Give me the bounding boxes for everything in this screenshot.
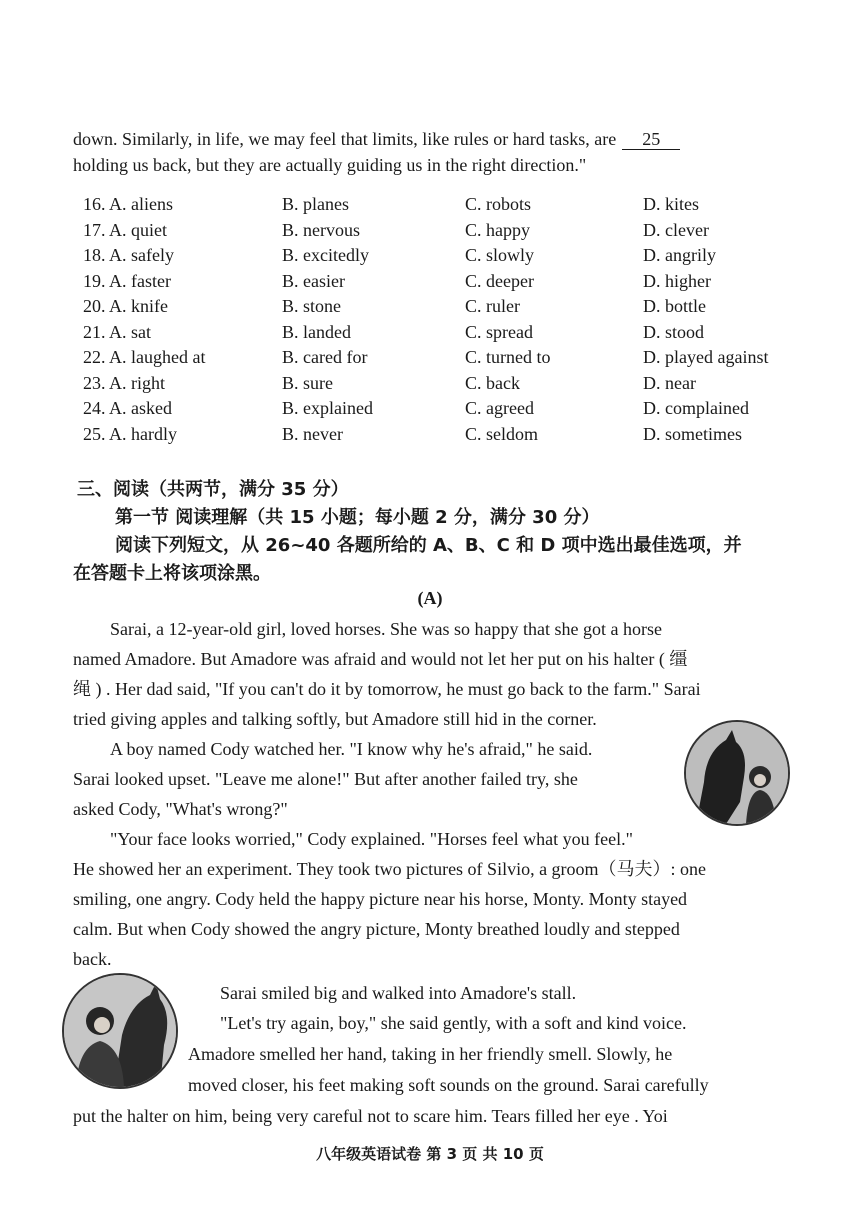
passage-line: back. xyxy=(73,949,112,969)
option-b: B. stone xyxy=(282,296,342,316)
option-c: C. turned to xyxy=(465,347,551,367)
option-b: B. nervous xyxy=(282,219,360,240)
passage-line: Amadore smelled her hand, taking in her friendly smell. Slowly, he xyxy=(188,1044,673,1064)
section-heading: 三、阅读（共两节，满分 35 分） xyxy=(77,479,349,500)
option-b: B. landed xyxy=(282,321,351,342)
option-d: D. bottle xyxy=(643,296,706,316)
option-c: C. slowly xyxy=(465,245,535,265)
girl-horse-illustration xyxy=(62,973,178,1089)
option-d: D. near xyxy=(643,372,696,393)
passage-line: "Your face looks worried," Cody explained. "Horses feel what you feel." xyxy=(110,829,633,849)
option-c: C. deeper xyxy=(465,270,534,291)
option-num: 24. A. asked xyxy=(83,398,172,418)
page-footer: 八年级英语试卷 第 3 页 共 10 页 xyxy=(316,1145,544,1163)
passage-line: moved closer, his feet making soft sounds on the ground. Sarai carefully xyxy=(188,1075,709,1095)
girl-horse-drawing xyxy=(64,975,176,1087)
passage-line: calm. But when Cody showed the angry picture, Monty breathed loudly and stepped xyxy=(73,919,680,939)
option-b: B. cared for xyxy=(282,347,368,367)
passage-line: named Amadore. But Amadore was afraid and would not let her put on his halter ( 缰 xyxy=(73,649,688,669)
option-b: B. never xyxy=(282,423,343,444)
option-num: 25. A. hardly xyxy=(83,423,177,444)
option-d: D. higher xyxy=(643,270,711,291)
option-d: D. played against xyxy=(643,347,769,367)
option-c: C. agreed xyxy=(465,398,534,418)
passage-line: Sarai looked upset. "Leave me alone!" But after another failed try, she xyxy=(73,769,578,789)
option-num: 22. A. laughed at xyxy=(83,347,206,367)
option-num: 23. A. right xyxy=(83,372,166,393)
horse-girl-drawing xyxy=(686,722,788,824)
option-c: C. seldom xyxy=(465,423,539,444)
option-c: C. back xyxy=(465,372,520,393)
intro-line-1 xyxy=(73,127,680,151)
instruction-line-1: 阅读下列短文，从 26~40 各题所给的 A、B、C 和 D 项中选出最佳选项，并 xyxy=(115,535,742,556)
passage-line: smiling, one angry. Cody held the happy picture near his horse, Monty. Monty stayed xyxy=(73,889,688,909)
option-d: D. sometimes xyxy=(643,423,742,444)
passage-line: Sarai smiled big and walked into Amadore's stall. xyxy=(220,983,577,1003)
passage-line: He showed her an experiment. They took two pictures of Silvio, a groom（马夫）: one xyxy=(73,859,707,879)
option-num: 18. A. safely xyxy=(83,245,174,265)
option-c: C. spread xyxy=(465,321,533,342)
horse-girl-illustration xyxy=(684,720,790,826)
passage-line: Sarai, a 12-year-old girl, loved horses. She was so happy that she got a horse xyxy=(110,619,663,639)
option-d: D. complained xyxy=(643,398,749,418)
passage-line: A boy named Cody watched her. "I know why he's afraid," he said. xyxy=(110,739,593,759)
passage-line: "Let's try again, boy," she said gently, with a soft and kind voice. xyxy=(220,1013,687,1033)
option-b: B. sure xyxy=(282,372,333,393)
instruction-line-2: 在答题卡上将该项涂黑。 xyxy=(73,563,271,584)
intro-line-2: holding us back, but they are actually guiding us in the right direction." xyxy=(73,155,587,175)
option-c: C. happy xyxy=(465,219,530,240)
option-c: C. robots xyxy=(465,194,532,214)
option-b: B. easier xyxy=(282,270,345,291)
passage-line: 绳 ) . Her dad said, "If you can't do it by tomorrow, he must go back to the farm." Sarai xyxy=(73,679,701,699)
option-b: B. planes xyxy=(282,194,349,214)
option-num: 20. A. knife xyxy=(83,296,168,316)
option-d: D. clever xyxy=(643,219,709,240)
option-num: 19. A. faster xyxy=(83,270,171,291)
passage-title: (A) xyxy=(417,588,443,608)
option-d: D. stood xyxy=(643,321,705,342)
option-d: D. kites xyxy=(643,194,699,214)
option-d: D. angrily xyxy=(643,245,716,265)
option-num: 17. A. quiet xyxy=(83,219,167,240)
option-num: 21. A. sat xyxy=(83,321,152,342)
option-c: C. ruler xyxy=(465,296,520,316)
intro-text-1: down. Similarly, in life, we may feel that limits, like rules or hard tasks, are xyxy=(73,129,617,149)
passage-line: tried giving apples and talking softly, but Amadore still hid in the corner. xyxy=(73,709,597,729)
option-b: B. explained xyxy=(282,398,373,418)
option-num: 16. A. aliens xyxy=(83,194,173,214)
passage-line: asked Cody, "What's wrong?" xyxy=(73,799,288,819)
section-subheading: 第一节 阅读理解（共 15 小题；每小题 2 分，满分 30 分） xyxy=(115,507,600,528)
passage-line: put the halter on him, being very careful not to scare him. Tears filled her eye . Yoi xyxy=(73,1106,668,1126)
option-b: B. excitedly xyxy=(282,245,369,265)
answer-blank-25: 25 xyxy=(622,129,680,150)
